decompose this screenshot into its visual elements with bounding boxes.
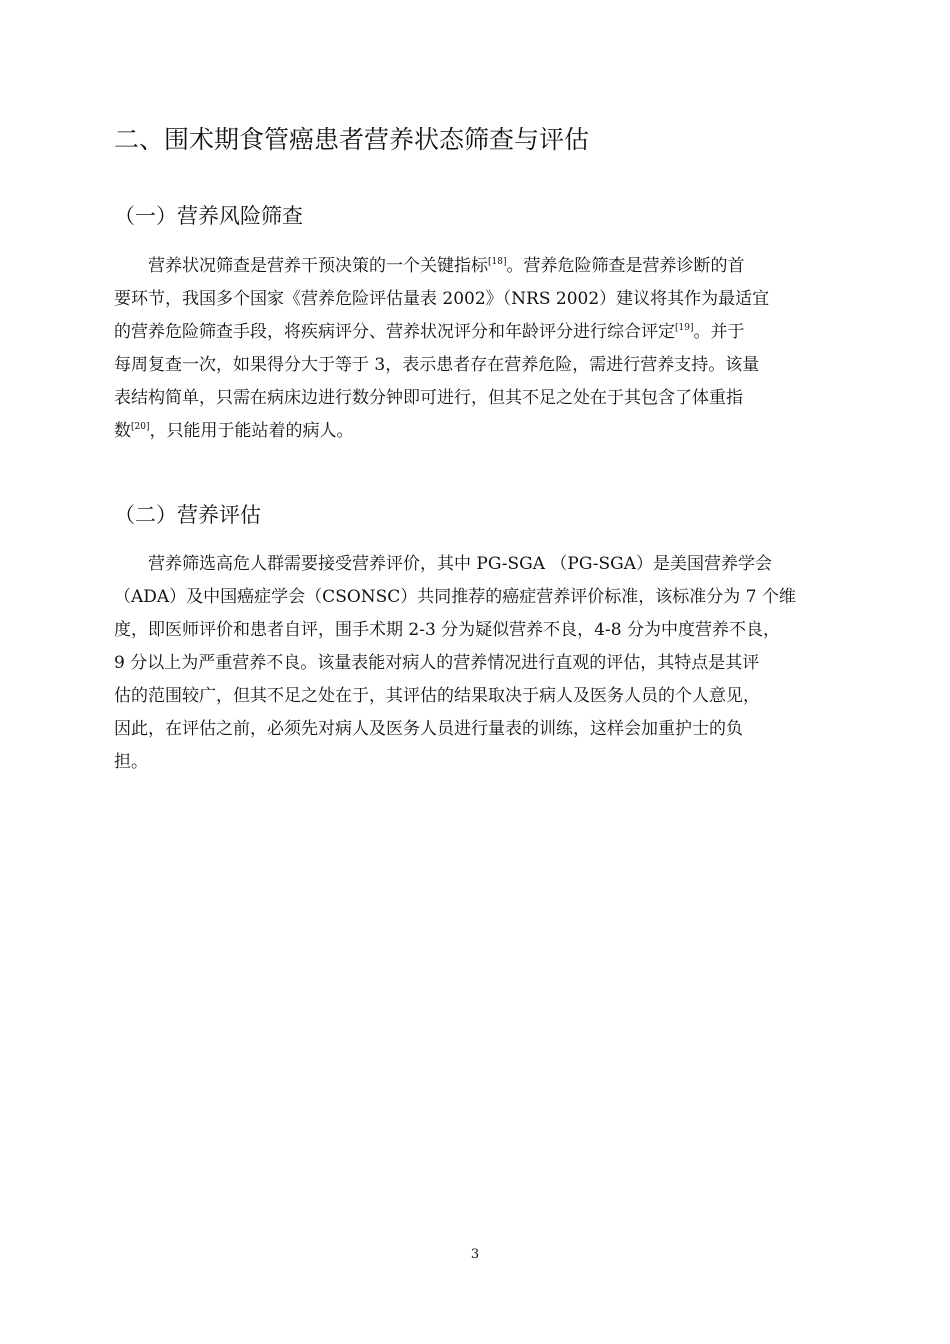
paragraph-line: 9 分以上为严重营养不良。该量表能对病人的营养情况进行直观的评估，其特点是其评 [114,653,760,673]
paragraph-line: 估的范围较广，但其不足之处在于，其评估的结果取决于病人及医务人员的个人意见， [114,686,760,706]
paragraph-line: 数[20]，只能用于能站着的病人。 [114,421,354,441]
section-title-nutrition-assessment: （二）营养评估 [114,503,261,527]
paragraph-line: 的营养危险筛查手段，将疾病评分、营养状况评分和年龄评分进行综合评定[19]。并于 [114,322,745,342]
paragraph-line: 因此，在评估之前，必须先对病人及医务人员进行量表的训练，这样会加重护士的负 [114,719,743,739]
chapter-heading: 二、围术期食管癌患者营养状态筛查与评估 [114,125,590,154]
paragraph-nutrition-assessment [114,548,839,779]
paragraph-line: 营养状况筛查是营养干预决策的一个关键指标[18]。营养危险筛查是营养诊断的首 [148,256,745,276]
section-title-nutrition-risk-screening: （一）营养风险筛查 [114,204,303,228]
paragraph-line: 要环节，我国多个国家《营养危险评估量表 2002》（NRS 2002）建议将其作为最适宜 [114,289,770,309]
paragraph-nutrition-risk-screening [114,250,839,448]
citation-ref: [18] [488,257,507,267]
paragraph-line: 度，即医师评价和患者自评，围手术期 2-3 分为疑似营养不良，4-8 分为中度营养不良， [114,620,780,640]
paragraph-line: （ADA）及中国癌症学会（CSONSC）共同推荐的癌症营养评价标准，该标准分为 7 个维 [114,587,796,607]
citation-ref: [19] [675,323,694,333]
paragraph-line: 担。 [114,752,148,772]
page-number: 3 [470,1247,480,1262]
paragraph-line: 每周复查一次，如果得分大于等于 3，表示患者存在营养危险，需进行营养支持。该量 [114,355,760,375]
paragraph-line: 营养筛选高危人群需要接受营养评价，其中 PG-SGA （PG-SGA）是美国营养学会 [148,554,772,574]
paragraph-line: 表结构简单，只需在病床边进行数分钟即可进行，但其不足之处在于其包含了体重指 [114,388,743,408]
citation-ref: [20] [131,422,150,432]
